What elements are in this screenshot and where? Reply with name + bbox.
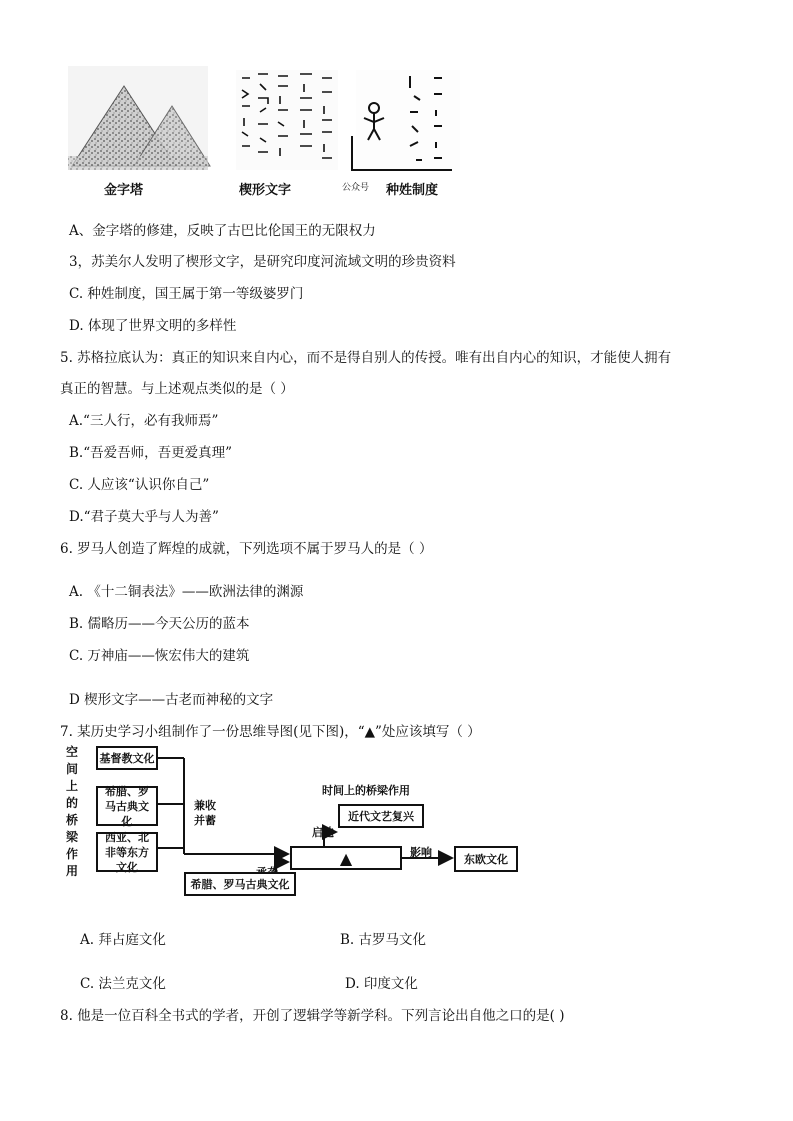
mind-map-diagram <box>62 742 522 912</box>
cuneiform-image <box>236 70 338 170</box>
q5-option-b: B.“吾爱吾师，吾更爱真理” <box>69 445 233 461</box>
box-renaissance: 近代文艺复兴 <box>338 804 424 828</box>
q5-option-c: C. 人应该“认识你自己” <box>69 477 210 493</box>
q7-stem: 7. 某历史学习小组制作了一份思维导图(见下图)，“▲”处应该填写（ ） <box>60 724 481 740</box>
q4-option-d: D. 体现了世界文明的多样性 <box>69 318 237 334</box>
top-figure <box>64 66 464 196</box>
q5-option-a: A.“三人行，必有我师焉” <box>69 413 219 429</box>
side-label-spatial-bridge: 空间上的桥梁作用 <box>66 745 79 878</box>
q5-stem-line1: 5. 苏格拉底认为：真正的知识来自内心，而不是得自别人的传授。唯有出自内心的知识，才能使人拥有 <box>60 350 672 366</box>
q7-option-b: B. 古罗马文化 <box>340 932 427 948</box>
box-eastern-culture: 西亚、北非等东方文化 <box>96 832 158 872</box>
caption-cuneiform: 楔形文字 <box>239 183 292 198</box>
q7-option-c: C. 法兰克文化 <box>80 976 166 992</box>
q7-option-a: A. 拜占庭文化 <box>80 932 166 948</box>
q6-stem: 6. 罗马人创造了辉煌的成就，下列选项不属于罗马人的是（ ） <box>60 541 433 557</box>
box-greek-roman-culture-left: 希腊、罗马古典文化 <box>96 786 158 826</box>
q4-option-c: C. 种姓制度，国王属于第一等级婆罗门 <box>69 286 304 302</box>
q6-option-a: A. 《十二铜表法》——欧洲法律的渊源 <box>69 584 304 600</box>
watermark-text: 公众号 <box>342 183 370 193</box>
label-influence: 影响 <box>410 846 432 859</box>
caption-pyramid: 金字塔 <box>104 183 144 198</box>
q5-option-d: D.“君子莫大乎与人为善” <box>69 509 219 525</box>
q5-stem-line2: 真正的智慧。与上述观点类似的是（ ） <box>60 381 294 397</box>
q6-option-b: B. 儒略历——今天公历的蓝本 <box>69 616 250 632</box>
q7-option-d: D. 印度文化 <box>345 976 418 992</box>
label-enlighten: 启迪 <box>312 826 334 839</box>
box-christian-culture: 基督教文化 <box>96 746 158 770</box>
caption-caste: 种姓制度 <box>386 183 439 198</box>
q6-option-d: D 楔形文字——古老而神秘的文字 <box>69 692 274 708</box>
q4-option-b: 3，苏美尔人发明了楔形文字，是研究印度河流域文明的珍贵资料 <box>69 254 456 270</box>
caste-image <box>352 70 460 170</box>
q4-option-a: A、金字塔的修建，反映了古巴比伦国王的无限权力 <box>69 223 376 239</box>
q6-option-c: C. 万神庙——恢宏伟大的建筑 <box>69 648 250 664</box>
q8-stem: 8. 他是一位百科全书式的学者，开创了逻辑学等新学科。下列言论出自他之口的是( ) <box>60 1008 565 1024</box>
box-eastern-europe-culture: 东欧文化 <box>454 846 518 872</box>
center-unknown-box: ▲ <box>290 846 402 870</box>
box-greek-roman-culture-bottom: 希腊、罗马古典文化 <box>184 872 296 896</box>
label-temporal-bridge: 时间上的桥梁作用 <box>322 784 410 797</box>
label-merge: 兼收并蓄 <box>194 799 216 827</box>
pyramid-image <box>64 66 464 178</box>
